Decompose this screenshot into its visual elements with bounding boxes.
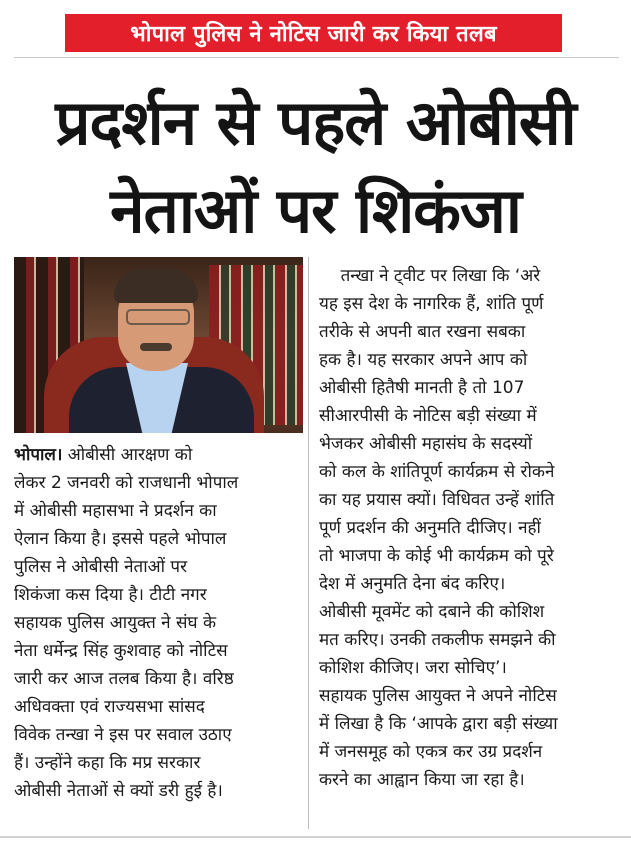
right-line: देश में अनुमति देना बंद करिए। <box>319 574 506 594</box>
right-line: तो भाजपा के कोई भी कार्यक्रम को पूरे <box>319 546 554 566</box>
right-line: ओबीसी हितैषी मानती है तो 107 <box>319 378 525 398</box>
left-line: पुलिस ने ओबीसी नेताओं पर <box>14 557 188 577</box>
right-line: हक है। यह सरकार अपने आप को <box>319 350 528 370</box>
left-line: जारी कर आज तलब किया है। वरिष्ठ <box>14 669 234 689</box>
left-line: नेता धर्मेन्द्र सिंह कुशवाह को नोटिस <box>14 641 228 661</box>
news-photo <box>14 257 303 433</box>
left-line: अधिवक्ता एवं राज्यसभा सांसद <box>14 697 205 717</box>
left-line-text: ओबीसी आरक्षण को <box>62 445 193 465</box>
dateline: भोपाल। <box>14 445 63 465</box>
left-line: ऐलान किया है। इससे पहले भोपाल <box>14 529 227 549</box>
headline-line-2: नेताओं पर शिकंजा <box>110 174 521 247</box>
left-line <box>14 441 301 469</box>
top-rule <box>14 57 619 58</box>
right-line: सहायक पुलिस आयुक्त ने अपने नोटिस <box>319 686 557 706</box>
kicker-text: भोपाल पुलिस ने नोटिस जारी कर किया तलब <box>130 22 497 47</box>
left-line: हैं। उन्होंने कहा कि मप्र सरकार <box>14 753 201 773</box>
hair <box>114 269 198 303</box>
kicker-banner <box>65 14 562 52</box>
right-line: ओबीसी मूवमेंट को दबाने की कोशिश <box>319 602 545 622</box>
right-line: में लिखा है कि ‘आपके द्वारा बड़ी संख्या <box>319 714 558 734</box>
right-column <box>319 262 623 794</box>
right-line: का यह प्रयास क्यों। विधिवत उन्हें शांति <box>319 490 555 510</box>
glasses <box>126 309 190 325</box>
left-line: में ओबीसी महासभा ने प्रदर्शन का <box>14 501 217 521</box>
left-line: लेकर 2 जनवरी को राजधानी भोपाल <box>14 473 239 493</box>
right-line: मत करिए। उनकी तकलीफ समझने की <box>319 630 556 650</box>
right-line: में जनसमूह को एकत्र कर उग्र प्रदर्शन <box>319 742 543 762</box>
column-divider <box>308 257 309 829</box>
moustache <box>140 343 172 351</box>
left-line: सहायक पुलिस आयुक्त ने संघ के <box>14 613 216 633</box>
left-column <box>14 441 301 805</box>
right-line: सीआरपीसी के नोटिस बड़ी संख्या में <box>319 406 537 426</box>
left-line: विवेक तन्खा ने इस पर सवाल उठाए <box>14 725 232 745</box>
right-line: पूर्ण प्रदर्शन की अनुमति दीजिए। नहीं <box>319 518 541 538</box>
left-line: शिकंजा कस दिया है। टीटी नगर <box>14 585 207 605</box>
bottom-rule <box>0 836 631 838</box>
right-line: यह इस देश के नागरिक हैं, शांति पूर्ण <box>319 294 544 314</box>
left-line: ओबीसी नेताओं से क्यों डरी हुई है। <box>14 781 223 801</box>
headline-line-1: प्रदर्शन से पहले ओबीसी <box>55 86 576 159</box>
right-line: तन्खा ने ट्वीट पर लिखा कि ‘अरे <box>319 266 541 286</box>
right-line: तरीके से अपनी बात रखना सबका <box>319 322 526 342</box>
right-line: भेजकर ओबीसी महासंघ के सदस्यों <box>319 434 533 454</box>
right-line: करने का आह्वान किया जा रहा है। <box>319 770 525 790</box>
right-line: कोशिश कीजिए। जरा सोचिए’। <box>319 658 507 678</box>
right-line: को कल के शांतिपूर्ण कार्यक्रम से रोकने <box>319 462 555 482</box>
